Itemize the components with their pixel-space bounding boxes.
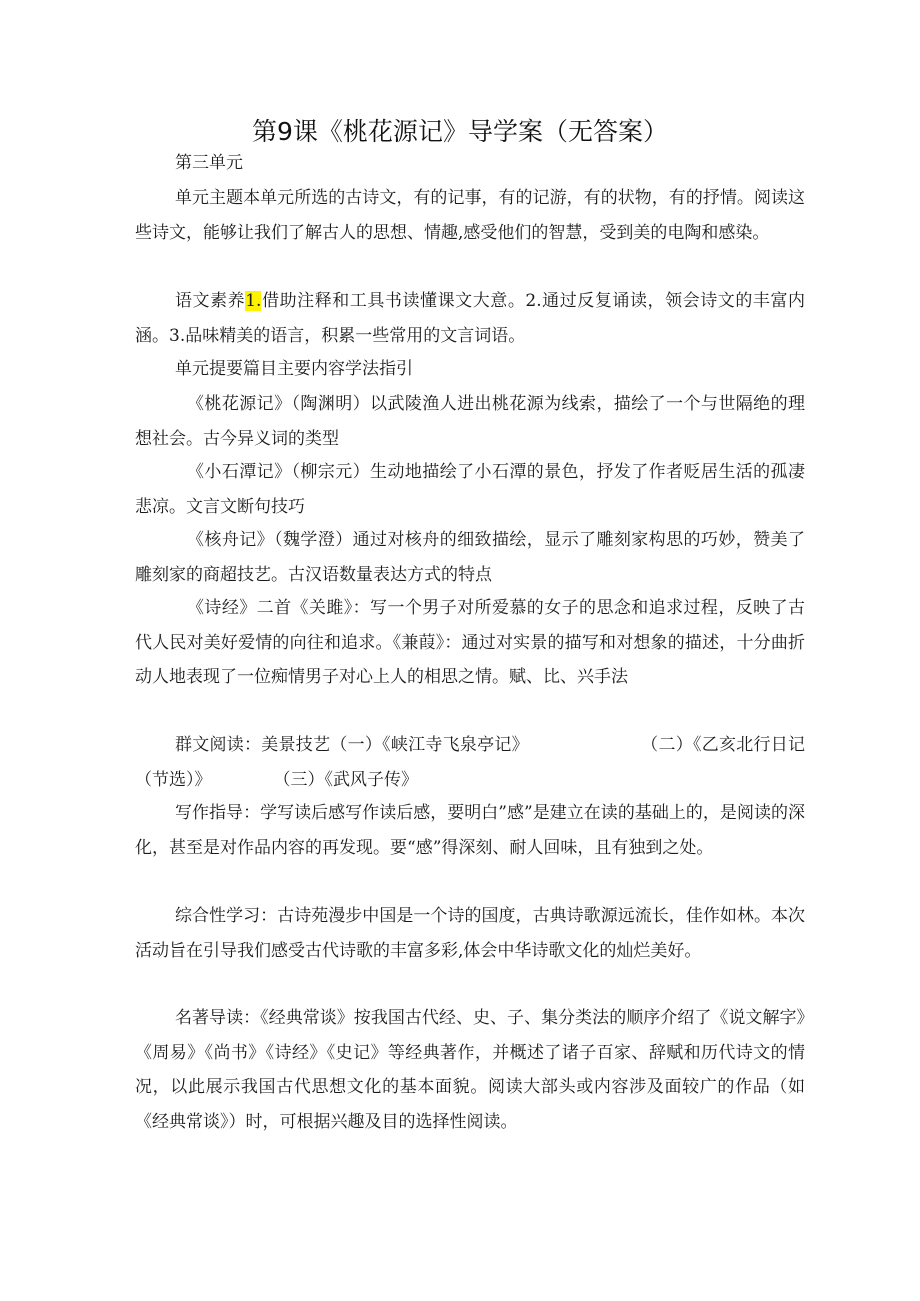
literacy-goals [135, 284, 805, 353]
classics-guide: 名著导读：《经典常谈》按我国古代经、史、子、集分类法的顺序介绍了《说文解字》《周易》《尚书》《诗经》《史记》等经典著作，并概述了诸子百家、辞赋和历代诗文的情况，以此展示我国古代思想文化的基本面貌。阅读大部头或内容涉及面较广的作品（如《经典常谈》）时，可根据兴趣及目的选择性阅读。 [135, 1008, 805, 1132]
comprehensive-study: 综合性学习：古诗苑漫步中国是一个诗的国度，古典诗歌源远流长，佳作如林。本次活动旨在引导我们感受古代诗歌的丰富多彩,体会中华诗歌文化的灿烂美好。 [135, 906, 805, 961]
unit-theme: 单元主题本单元所选的古诗文，有的记事，有的记游，有的状物，有的抒情。阅读这些诗文，能够让我们了解古人的思想、情趣,感受他们的智慧，受到美的电陶和感染。 [135, 188, 805, 243]
highlighted-number: 1. [245, 291, 262, 311]
lesson-item: 《诗经》二首《关雎》：写一个男子对所爱慕的女子的思念和追求过程，反映了古代人民对美好爱情的向往和追求。《兼葭》：通过对实景的描写和对想象的描述，十分曲折动人地表现了一位痴情男子对心上人的相思之情。赋、比、兴手法 [135, 598, 805, 687]
outline-header: 单元提要篇目主要内容学法指引 [175, 359, 413, 379]
group-reading [135, 728, 805, 797]
literacy-prefix: 语文素养 [175, 291, 246, 311]
literacy-text: 借助注释和工具书读懂课文大意。2.通过反复诵读，领会诗文的丰富内涵。3.品味精美的语言，积累一些常用的文言词语。 [135, 291, 806, 346]
lesson-item: 《桃花源记》（陶渊明）以武陵渔人进出桃花源为线索，描绘了一个与世隔绝的理想社会。古今异义词的类型 [135, 394, 805, 449]
group-reading-part1: 群文阅读：美景技艺（一）《峡江寺飞泉亭记》 [175, 735, 529, 755]
group-reading-part2: （二）《乙亥北行日记（节选）》 [135, 735, 806, 790]
group-reading-part3: （三）《武风子传》 [273, 769, 418, 790]
page-title: 第9课《桃花源记》导学案（无答案） [252, 117, 668, 146]
writing-guide: 写作指导：学写读后感写作读后感，要明白”感”是建立在读的基础上的，是阅读的深化，甚至是对作品内容的再发现。要“感”得深刻、耐人回味，且有独到之处。 [135, 803, 805, 858]
unit-label: 第三单元 [175, 153, 243, 173]
lesson-item: 《小石潭记》（柳宗元）生动地描绘了小石潭的景色，抒发了作者贬居生活的孤凄悲凉。文言文断句技巧 [135, 462, 805, 517]
lesson-item: 《核舟记》（魏学澄）通过对核舟的细致描绘，显示了雕刻家构思的巧妙，赞美了雕刻家的商超技艺。古汉语数量表达方式的特点 [135, 530, 805, 585]
